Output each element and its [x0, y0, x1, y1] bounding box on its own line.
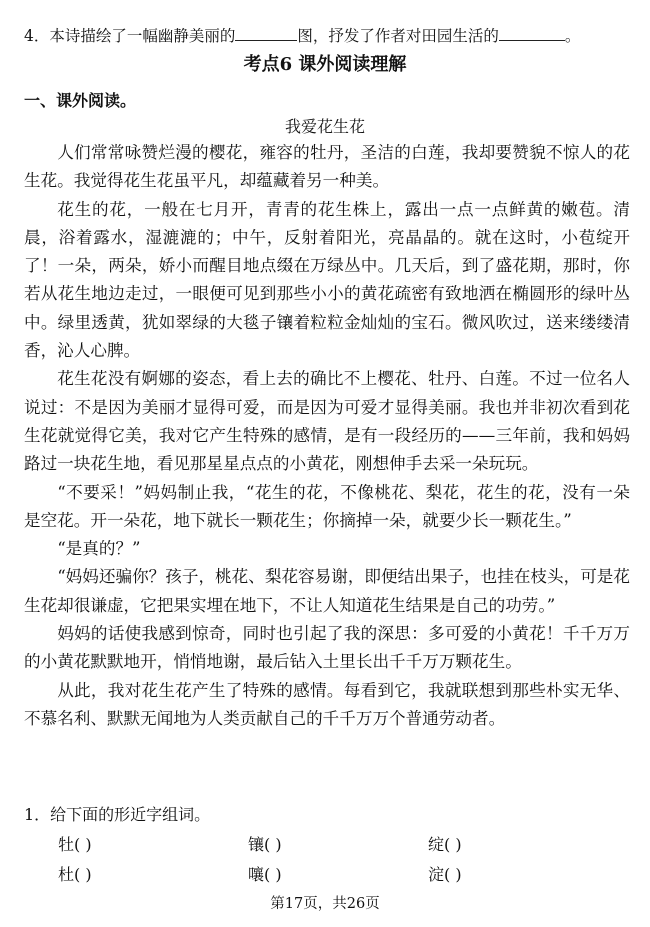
paragraph: 花生花没有婀娜的姿态，看上去的确比不上樱花、牡丹、白莲。不过一位名人说过：不是因为美丽才显得可爱，而是因为可爱才显得美丽。我也并非初次看到花生花就觉得它美，我对它产生特殊的感情，是有一段经历的——三年前，我和妈妈路过一块花生地，看见那星星点点的小黄花，刚想伸手去采一朵玩玩。: [24, 369, 630, 474]
question-4-middle: 图，抒发了作者对田园生活的: [297, 27, 499, 45]
word-item: 淀( ): [428, 865, 462, 884]
word-item: 嚷( ): [248, 865, 282, 884]
question-4: [24, 24, 634, 46]
word-item: 杜( ): [58, 865, 92, 884]
paragraph: 花生的花，一般在七月开，青青的花生株上，露出一点一点鲜黄的嫩苞。清晨，浴着露水，湿漉漉的；中午，反射着阳光，亮晶晶的。就在这时，小苞绽开了！一朵，两朵，娇小而醒目地点缀在万绿丛中。几天后，到了盛花期，那时，你若从花生地边走过，一眼便可见到那些小小的黄花疏密有致地洒在椭圆形的绿叶丛中。绿里透黄，犹如翠绿的大毯子镶着粒粒金灿灿的宝石。微风吹过，送来缕缕清香，沁人心脾。: [24, 199, 630, 361]
paragraph: 妈妈的话使我感到惊奇，同时也引起了我的深思：多可爱的小黄花！千千万万的小黄花默默地开，悄悄地谢，最后钻入土里长出千千万万颗花生。: [24, 624, 630, 672]
fill-blank: [235, 27, 297, 41]
page-footer: 第17页，共26页: [270, 896, 380, 912]
article-body: [24, 139, 630, 733]
fill-blank: [499, 27, 565, 41]
paragraph: “是真的？”: [57, 539, 141, 559]
word-item: 牡( ): [58, 835, 92, 854]
word-item: 绽( ): [428, 835, 462, 854]
question-1-prompt: 1．给下面的形近字组词。: [24, 805, 211, 824]
paragraph: “不要采！”妈妈制止我，“花生的花，不像桃花、梨花，花生的花，没有一朵是空花。开一朵花，地下就长一颗花生；你摘掉一朵，就要少长一颗花生。”: [24, 482, 630, 530]
section-title: 考点6 课外阅读理解: [243, 54, 407, 75]
question-4-prefix: 4．本诗描绘了一幅幽静美丽的: [24, 27, 236, 45]
paragraph: 从此，我对花生花产生了特殊的感情。每看到它，我就联想到那些朴实无华、不慕名利、默默无闻地为人类贡献自己的千千万万个普通劳动者。: [24, 680, 630, 728]
question-4-suffix: 。: [564, 27, 581, 45]
article-title: 我爱花生花: [284, 117, 365, 136]
part-label: 一、课外阅读。: [24, 91, 137, 110]
paragraph: 人们常常咏赞烂漫的樱花，雍容的牡丹，圣洁的白莲，我却要赞貌不惊人的花生花。我觉得花生花虽平凡，却蕴藏着另一种美。: [24, 143, 630, 191]
word-item: 镶( ): [248, 835, 282, 854]
paragraph: “妈妈还骗你？孩子，桃花、梨花容易谢，即便结出果子，也挂在枝头，可是花生花却很谦虚，它把果实埋在地下，不让人知道花生结果是自己的功劳。”: [24, 567, 630, 615]
